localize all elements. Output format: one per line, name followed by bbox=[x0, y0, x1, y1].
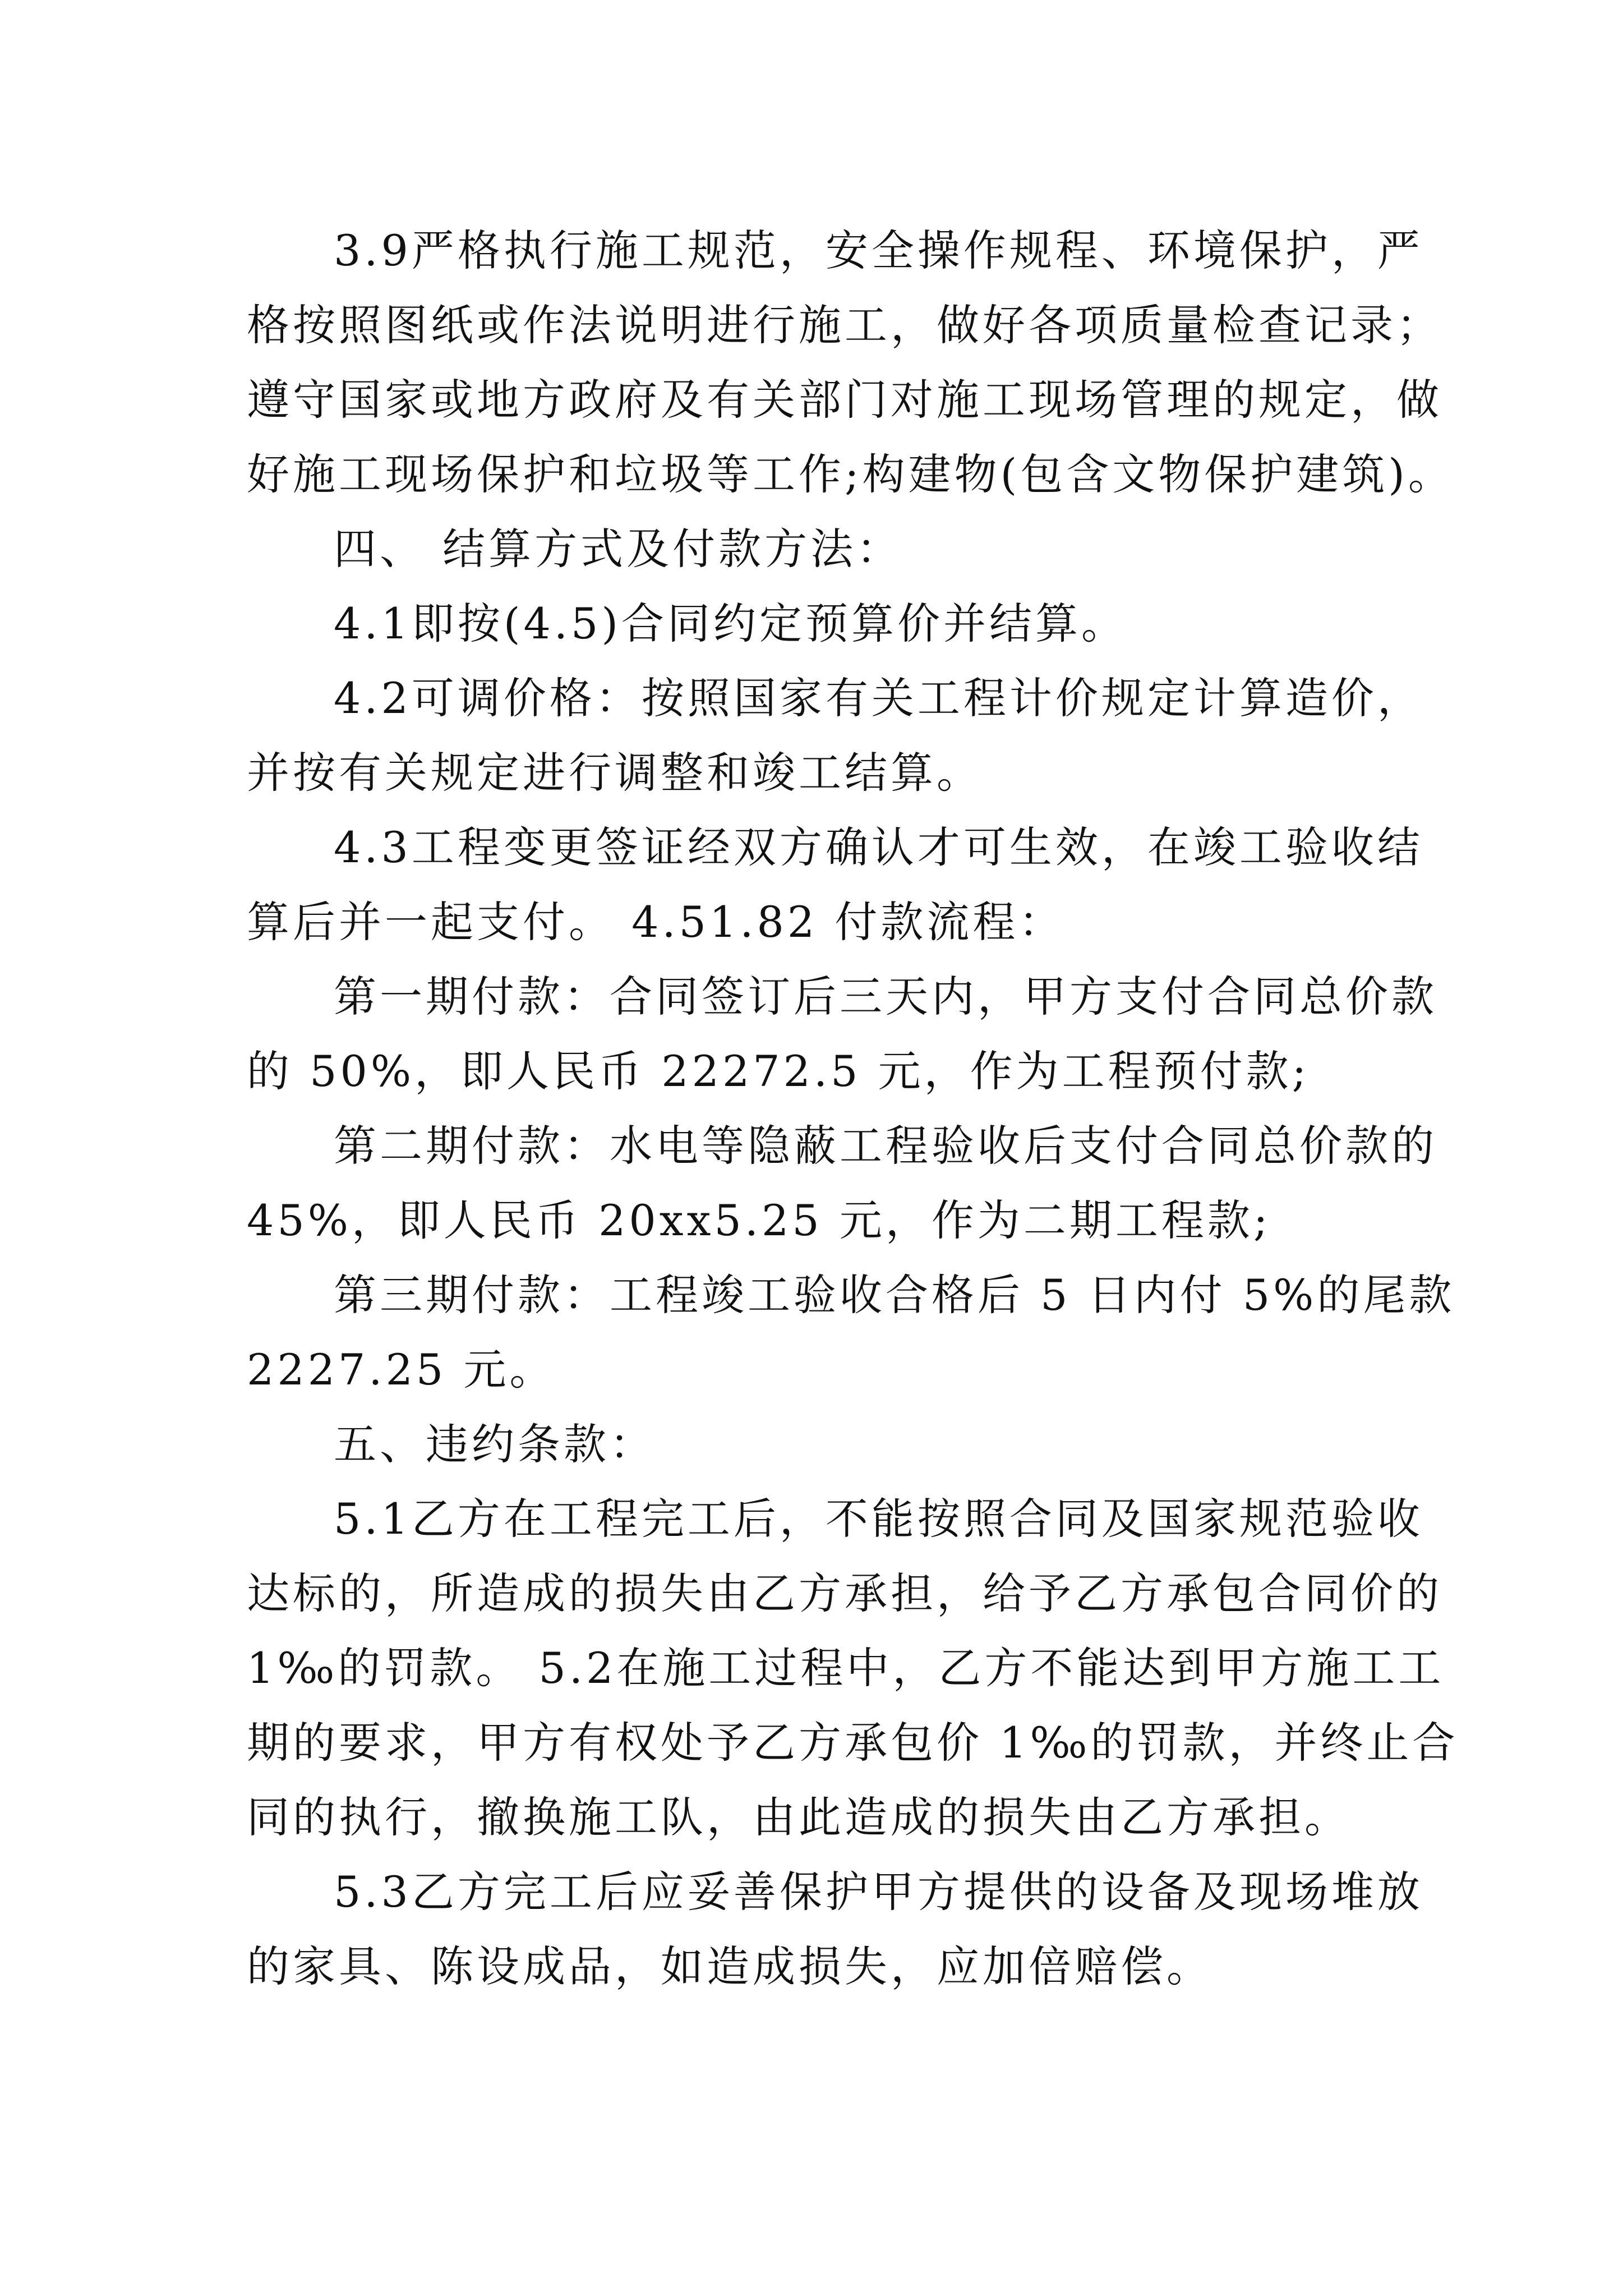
text-line: 达标的，所造成的损失由乙方承担，给予乙方承包合同价的 bbox=[247, 1568, 1442, 1618]
text-line: 期的要求，甲方有权处予乙方承包价 1‰的罚款，并终止合 bbox=[247, 1718, 1459, 1768]
text-line: 的 50%，即人民币 22272.5 元，作为工程预付款; bbox=[247, 1046, 1310, 1096]
document-body bbox=[247, 213, 1459, 2004]
text-line: 5.1乙方在工程完工后，不能按照合同及国家规范验收 bbox=[334, 1494, 1423, 1544]
text-line: 格按照图纸或作法说明进行施工，做好各项质量检查记录； bbox=[247, 300, 1442, 350]
text-line: 4.1即按(4.5)合同约定预算价并结算。 bbox=[334, 599, 1128, 648]
text-line: 并按有关规定进行调整和竣工结算。 bbox=[247, 748, 983, 798]
text-line: 5.3乙方完工后应妥善保护甲方提供的设备及现场堆放 bbox=[334, 1867, 1423, 1917]
text-line: 4.3工程变更签证经双方确认才可生效，在竣工验收结 bbox=[334, 822, 1423, 872]
text-line: 第三期付款：工程竣工验收合格后 5 日内付 5%的尾款 bbox=[334, 1270, 1455, 1320]
text-line: 第一期付款：合同签订后三天内，甲方支付合同总价款 bbox=[334, 972, 1437, 1022]
text-line: 遵守国家或地方政府及有关部门对施工现场管理的规定，做 bbox=[247, 375, 1442, 425]
text-line: 4.2可调价格：按照国家有关工程计价规定计算造价， bbox=[334, 673, 1423, 723]
text-line: 2227.25 元。 bbox=[247, 1345, 556, 1395]
text-line: 45%，即人民币 20xx5.25 元，作为二期工程款; bbox=[247, 1195, 1271, 1245]
text-line: 3.9严格执行施工规范，安全操作规程、环境保护，严 bbox=[334, 226, 1423, 275]
text-line: 1‰的罚款。 5.2在施工过程中，乙方不能达到甲方施工工 bbox=[247, 1643, 1445, 1693]
text-line: 同的执行，撤换施工队，由此造成的损失由乙方承担。 bbox=[247, 1792, 1350, 1842]
section-heading: 五、违约条款： bbox=[334, 1419, 656, 1469]
section-heading: 四、 结算方式及付款方法： bbox=[334, 524, 903, 574]
text-line: 的家具、陈设成品，如造成损失，应加倍赔偿。 bbox=[247, 1941, 1212, 1991]
text-line: 算后并一起支付。 4.51.82 付款流程： bbox=[247, 897, 1065, 947]
text-line: 好施工现场保护和垃圾等工作;构建物(包含文物保护建筑)。 bbox=[247, 449, 1454, 499]
text-line: 第二期付款：水电等隐蔽工程验收后支付合同总价款的 bbox=[334, 1121, 1437, 1171]
